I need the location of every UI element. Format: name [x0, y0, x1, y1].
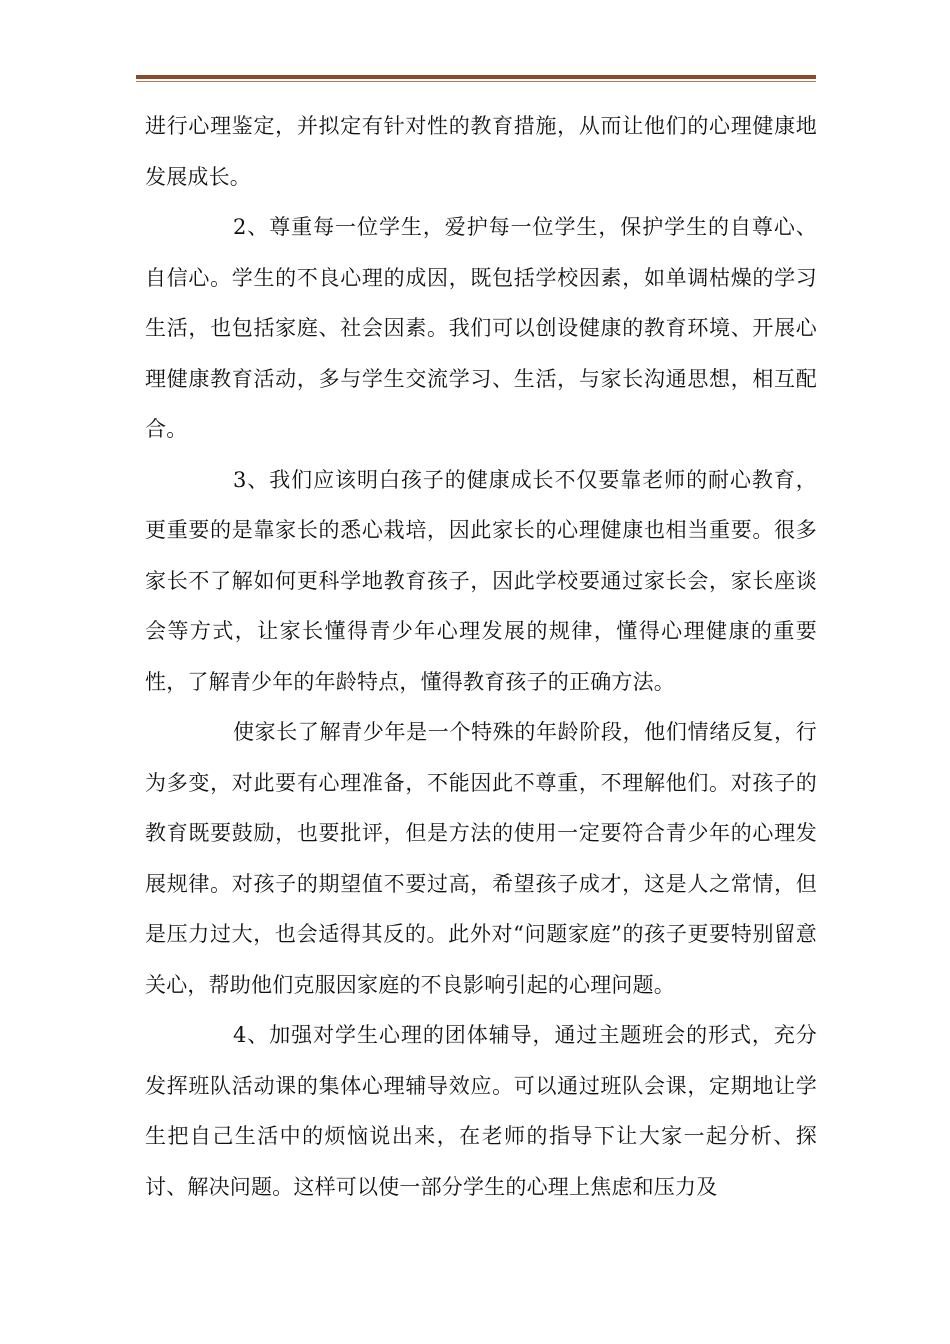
paragraph-3: 3、我们应该明白孩子的健康成长不仅要靠老师的耐心教育，更重要的是靠家长的悉心栽培，因此家长的心理健康也相当重要。很多家长不了解如何更科学地教育孩子，因此学校要通过家长会，家长座谈会等方式，让家长懂得青少年心理发展的规律，懂得心理健康的重要性，了解青少年的年龄特点，懂得教育孩子的正确方法。 [145, 467, 817, 694]
paragraph-5: 4、加强对学生心理的团体辅导，通过主题班会的形式，充分发挥班队活动课的集体心理辅导效应。可以通过班队会课，定期地让学生把自己生活中的烦恼说出来，在老师的指导下让大家一起分析、探讨、解决问题。这样可以使一部分学生的心理上焦虑和压力及 [145, 1023, 817, 1199]
paragraph-1: 进行心理鉴定，并拟定有针对性的教育措施，从而让他们的心理健康地发展成长。 [145, 114, 817, 189]
document-body [145, 101, 817, 1212]
paragraph-4: 使家长了解青少年是一个特殊的年龄阶段，他们情绪反复，行为多变，对此要有心理准备，不能因此不尊重，不理解他们。对孩子的教育既要鼓励，也要批评，但是方法的使用一定要符合青少年的心理发展规律。对孩子的期望值不要过高，希望孩子成才，这是人之常情，但是压力过大，也会适得其反的。此外对“问题家庭”的孩子更要特别留意关心，帮助他们克服因家庭的不良影响引起的心理问题。 [145, 720, 817, 997]
header-rule-thick [136, 75, 816, 79]
header-rule-thin [136, 81, 816, 82]
paragraph-2: 2、尊重每一位学生，爱护每一位学生，保护学生的自尊心、自信心。学生的不良心理的成因，既包括学校因素，如单调枯燥的学习生活，也包括家庭、社会因素。我们可以创设健康的教育环境、开展心理健康教育活动，多与学生交流学习、生活，与家长沟通思想，相互配合。 [145, 215, 817, 441]
